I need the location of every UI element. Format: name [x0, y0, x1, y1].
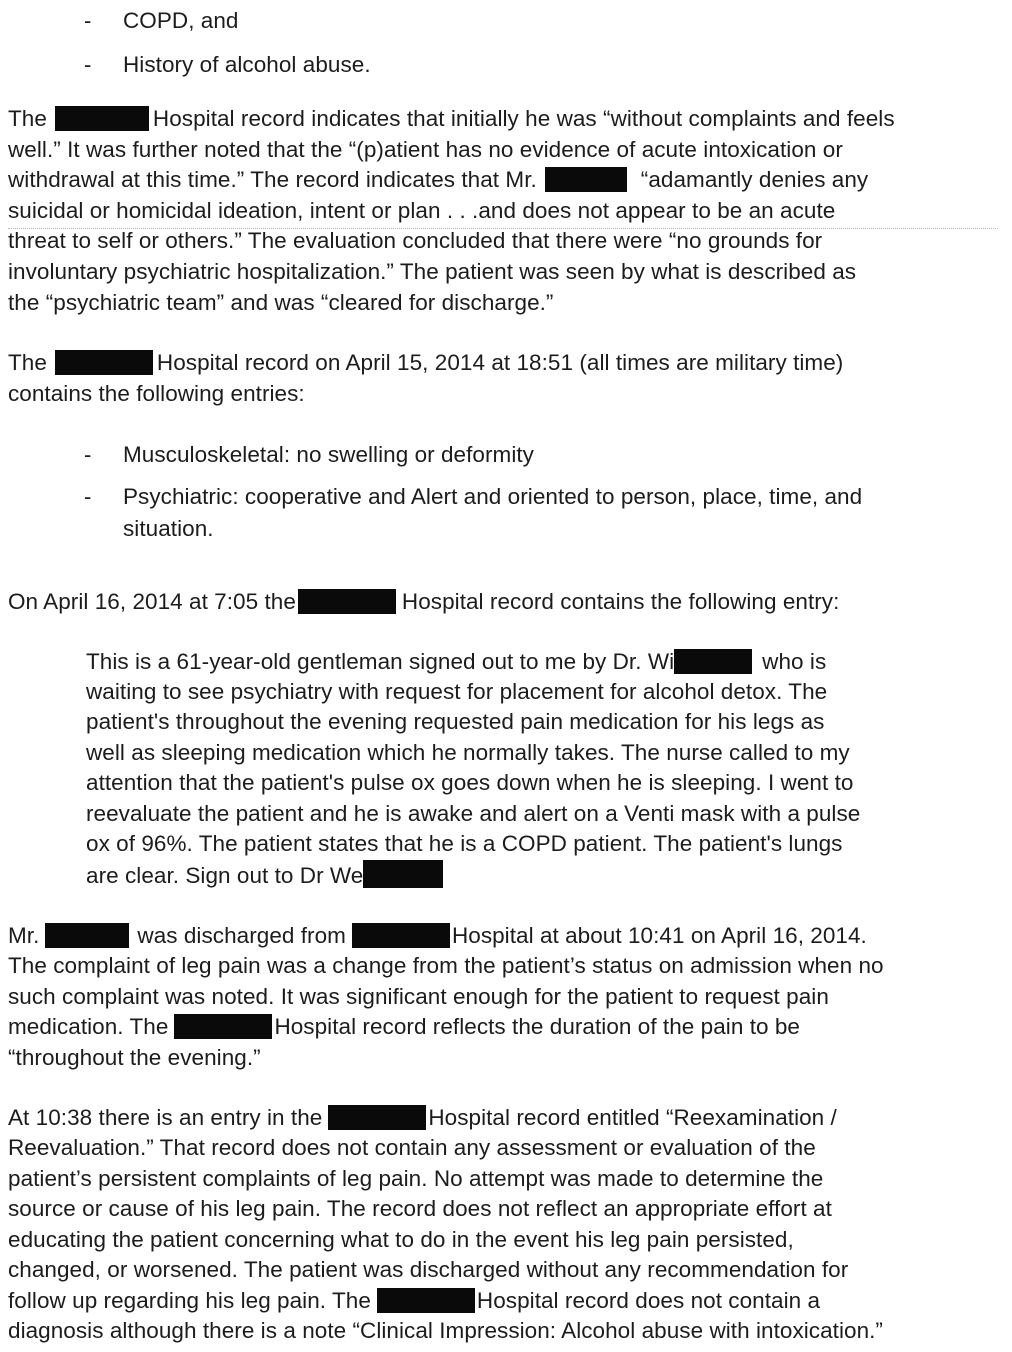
- bullet-item-continued: situation.: [123, 516, 214, 541]
- text-line: contains the following entries:: [8, 381, 305, 406]
- text-line: The complaint of leg pain was a change from the patient’s status on admission when no: [8, 953, 884, 978]
- text-line: well.” It was further noted that the “(p)atient has no evidence of acute intoxication or: [8, 137, 843, 162]
- text-line: threat to self or others.” The evaluation concluded that there were “no grounds for: [8, 228, 823, 253]
- text-line: changed, or worsened. The patient was discharged without any recommendation for: [8, 1257, 849, 1282]
- quote-line: are clear. Sign out to Dr We: [86, 860, 443, 891]
- bullet-item: COPD, and: [123, 8, 239, 33]
- bullet-dash: -: [84, 8, 92, 33]
- redaction-bar: [174, 1014, 272, 1039]
- redaction-bar: [55, 106, 149, 131]
- quote-line: patient's throughout the evening requested pain medication for his legs as: [86, 709, 825, 734]
- bullet-item: Psychiatric: cooperative and Alert and oriented to person, place, time, and: [123, 484, 863, 509]
- text-line: source or cause of his leg pain. The record does not reflect an appropriate effort at: [8, 1196, 832, 1221]
- bullet-dash: -: [84, 442, 92, 467]
- bullet-item: Musculoskeletal: no swelling or deformity: [123, 442, 534, 467]
- quote-line: attention that the patient's pulse ox goes down when he is sleeping. I went to: [86, 770, 854, 795]
- text-line: At 10:38 there is an entry in the Hospital record entitled “Reexamination /: [8, 1105, 837, 1130]
- quote-line: well as sleeping medication which he normally takes. The nurse called to my: [86, 740, 850, 765]
- redaction-bar: [45, 923, 129, 948]
- text-line: Mr. was discharged from Hospital at about 10:41 on April 16, 2014.: [8, 923, 867, 948]
- redaction-bar: [352, 923, 450, 948]
- redaction-bar: [545, 167, 627, 192]
- quote-line: reevaluate the patient and he is awake and alert on a Venti mask with a pulse: [86, 801, 861, 826]
- text-line: “throughout the evening.”: [8, 1045, 261, 1070]
- quote-line: This is a 61-year-old gentleman signed out to me by Dr. Wi who is: [86, 649, 827, 674]
- quote-line: ox of 96%. The patient states that he is a COPD patient. The patient's lungs: [86, 831, 843, 856]
- text-line: patient’s persistent complaints of leg pain. No attempt was made to determine the: [8, 1166, 824, 1191]
- text-line: such complaint was noted. It was significant enough for the patient to request pain: [8, 984, 829, 1009]
- text-line: medication. The Hospital record reflects the duration of the pain to be: [8, 1014, 800, 1039]
- quote-line: waiting to see psychiatry with request for placement for alcohol detox. The: [86, 679, 828, 704]
- bullet-item: History of alcohol abuse.: [123, 52, 371, 77]
- redaction-bar: [298, 589, 396, 614]
- text-line: Reevaluation.” That record does not contain any assessment or evaluation of the: [8, 1135, 816, 1160]
- text-line: On April 16, 2014 at 7:05 the Hospital record contains the following entry:: [8, 589, 840, 614]
- redaction-bar: [55, 350, 153, 375]
- text-line: diagnosis although there is a note “Clinical Impression: Alcohol abuse with intoxication.”: [8, 1318, 883, 1343]
- bullet-dash: -: [84, 484, 92, 509]
- text-line: The Hospital record on April 15, 2014 at 18:51 (all times are military time): [8, 350, 844, 375]
- text-line: the “psychiatric team” and was “cleared for discharge.”: [8, 290, 554, 315]
- redaction-bar: [363, 860, 443, 888]
- text-line: educating the patient concerning what to do in the event his leg pain persisted,: [8, 1227, 794, 1252]
- bullet-dash: -: [84, 52, 92, 77]
- text-line: withdrawal at this time.” The record indicates that Mr. “adamantly denies any: [8, 167, 869, 192]
- text-line: The Hospital record indicates that initially he was “without complaints and feels: [8, 106, 895, 131]
- redaction-bar: [377, 1288, 475, 1313]
- text-line: follow up regarding his leg pain. The Hospital record does not contain a: [8, 1288, 821, 1313]
- text-line: suicidal or homicidal ideation, intent or plan . . .and does not appear to be an acute: [8, 198, 836, 223]
- text-line: involuntary psychiatric hospitalization.” The patient was seen by what is described as: [8, 259, 857, 284]
- redaction-bar: [674, 649, 752, 674]
- redaction-bar: [328, 1105, 426, 1130]
